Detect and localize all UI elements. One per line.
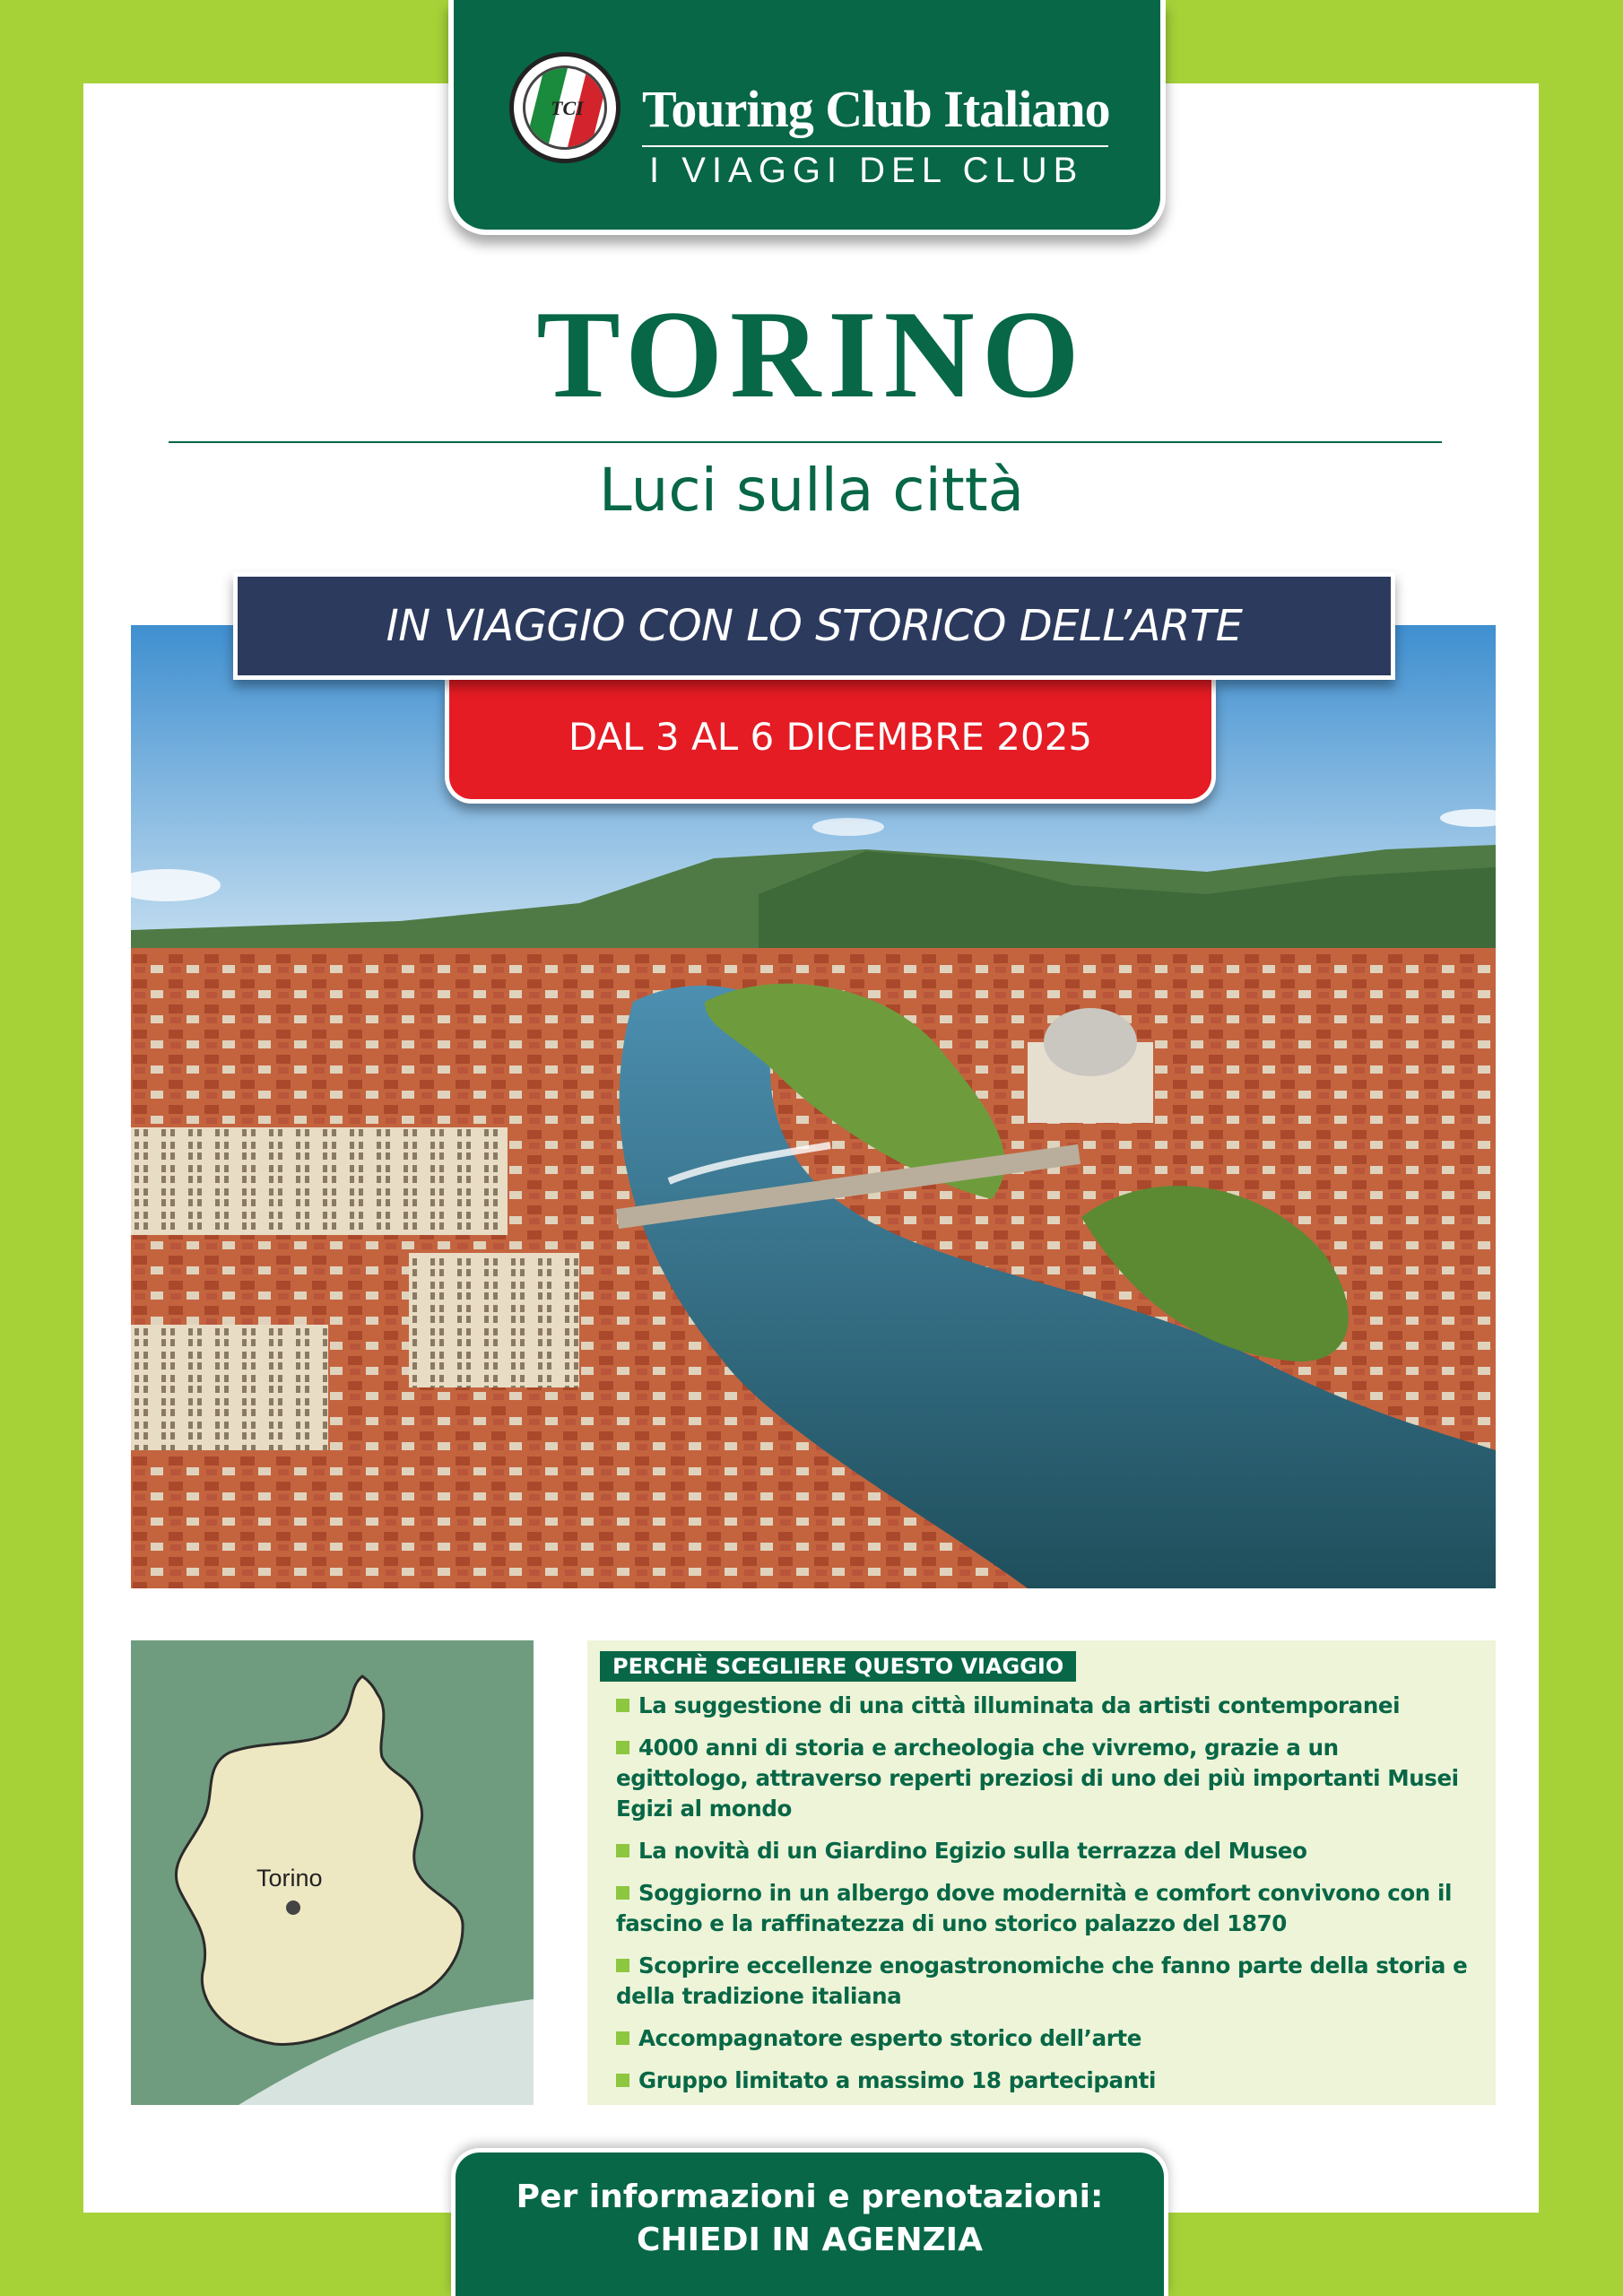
list-item: Gruppo limitato a massimo 18 partecipanti (616, 2066, 1477, 2096)
brand-header (448, 0, 1166, 235)
title-divider (169, 441, 1442, 443)
bullet-square-icon (616, 1844, 629, 1857)
page-title: TORINO (536, 285, 1087, 424)
map-city-label: Torino (256, 1865, 323, 1892)
reasons-box (587, 1640, 1496, 2105)
reasons-title: PERCHÈ SCEGLIERE QUESTO VIAGGIO (600, 1651, 1076, 1682)
list-item: Soggiorno in un albergo dove modernità e comfort convivono con il fascino e la raffinatezza di uno storico palazzo del 1870 (616, 1880, 1452, 1936)
list-item: La novità di un Giardino Egizio sulla terrazza del Museo (616, 1836, 1477, 1866)
piemonte-map-icon (131, 1640, 534, 2105)
contact-line: Per informazioni e prenotazioni: (516, 2179, 1104, 2215)
contact-footer (451, 2148, 1168, 2296)
reasons-list (616, 1691, 1477, 2108)
dates-banner: DAL 3 AL 6 DICEMBRE 2025 (445, 680, 1216, 804)
bullet-square-icon (616, 1741, 629, 1754)
contact-cta: CHIEDI IN AGENZIA (637, 2222, 983, 2258)
bullet-square-icon (616, 2031, 629, 2045)
list-item: Accompagnatore esperto storico dell’arte (616, 2023, 1477, 2054)
theme-banner: IN VIAGGIO CON LO STORICO DELL’ARTE (233, 572, 1395, 680)
list-item: 4000 anni di storia e archeologia che vivremo, grazie a un egittologo, attraverso reperti preziosi di uno dei più importanti Musei Egizi al mondo (616, 1735, 1459, 1822)
bullet-square-icon (616, 1886, 629, 1900)
tci-emblem-icon: TCI (509, 52, 621, 163)
page-subtitle: Luci sulla città (598, 456, 1025, 525)
list-item: Scoprire eccellenze enogastronomiche che fanno parte della storia e della tradizione italiana (616, 1952, 1468, 2009)
list-item: La suggestione di una città illuminata da artisti contemporanei (616, 1691, 1477, 1721)
region-map (131, 1640, 534, 2105)
bullet-square-icon (616, 1959, 629, 1972)
brand-subtitle: I VIAGGI DEL CLUB (649, 151, 1084, 190)
bullet-square-icon (616, 1699, 629, 1712)
brand-name: Touring Club Italiano (642, 80, 1110, 138)
bullet-square-icon (616, 2074, 629, 2087)
brand-divider (642, 145, 1108, 147)
